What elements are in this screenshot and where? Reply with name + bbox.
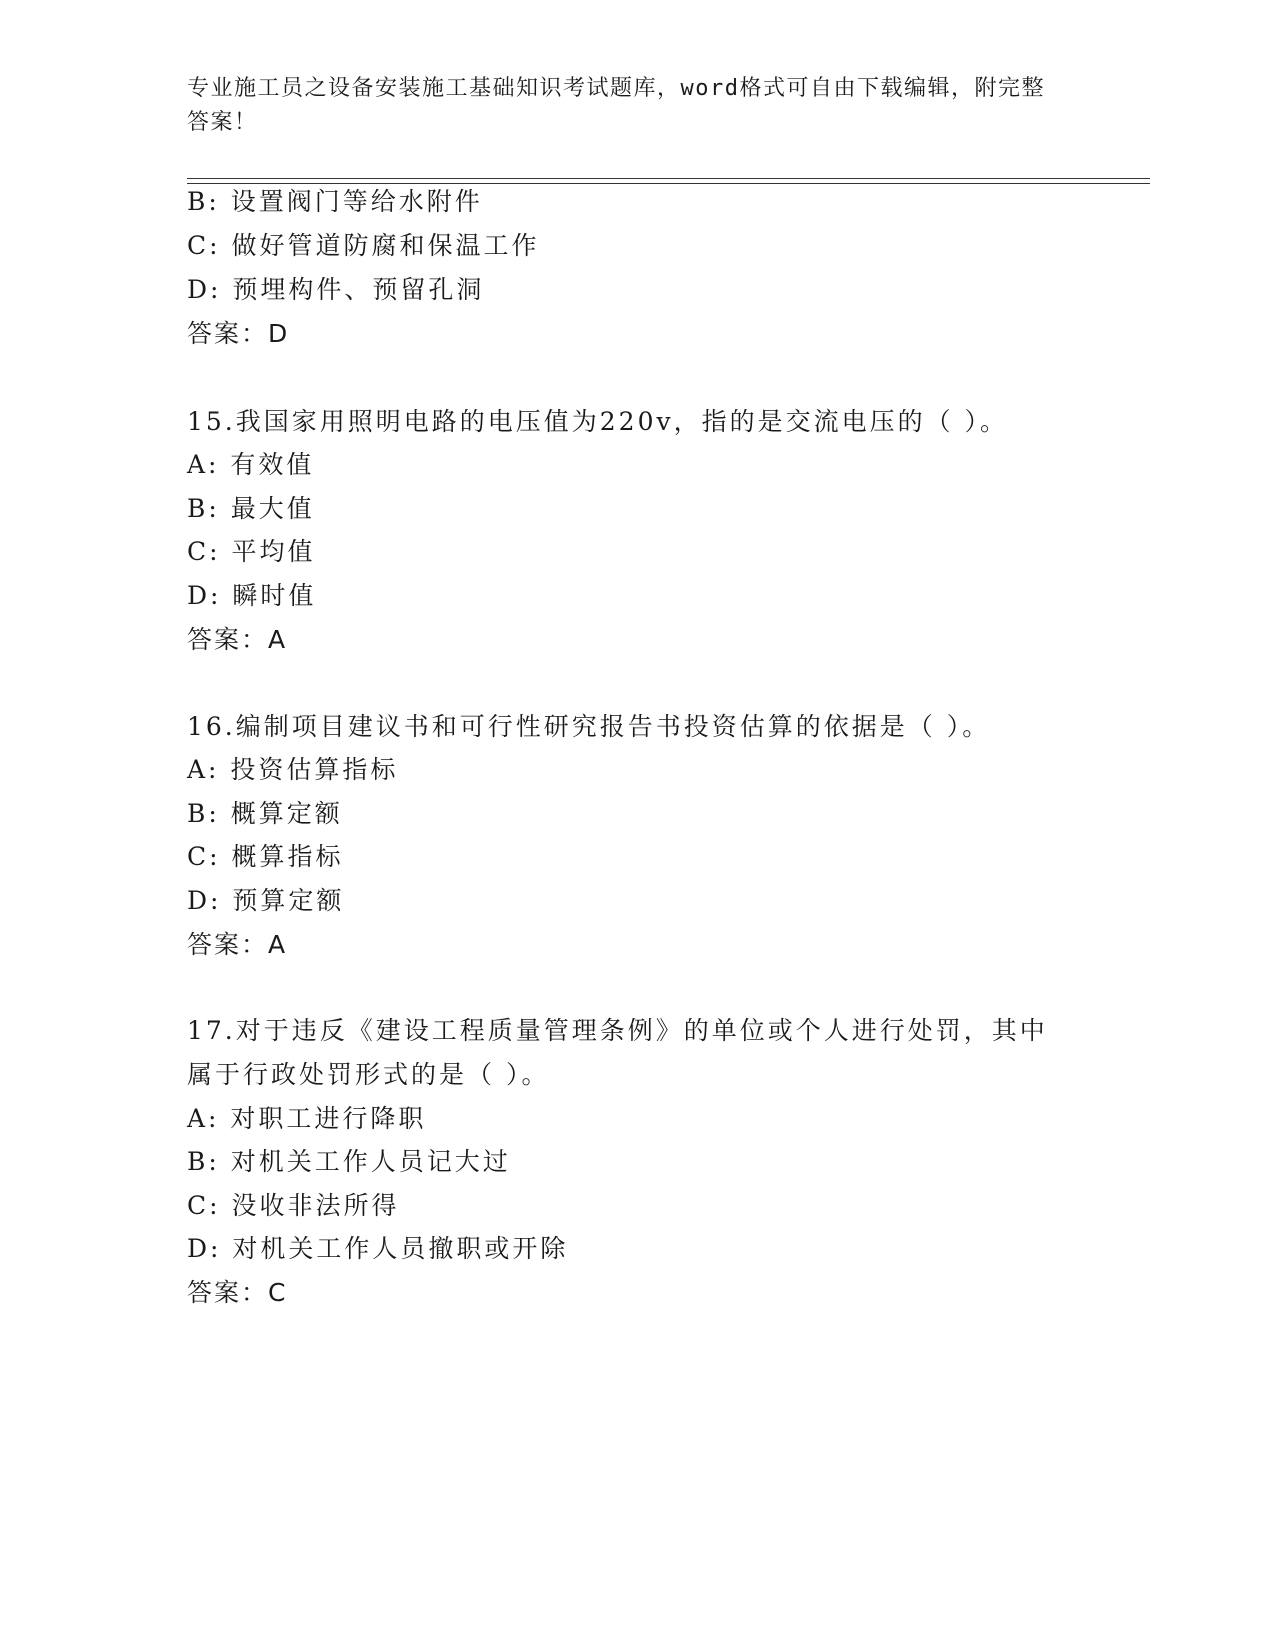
question-15: 15.我国家用照明电路的电压值为220v，指的是交流电压的（ ）。 xyxy=(187,407,1009,436)
option-a: A: 有效值 xyxy=(187,450,315,479)
document-header: 专业施工员之设备安装施工基础知识考试题库，word格式可自由下载编辑，附完整答案！ xyxy=(187,76,1045,135)
option-c: C: 做好管道防腐和保温工作 xyxy=(187,231,540,260)
option-d: D: 预埋构件、预留孔洞 xyxy=(187,275,485,304)
option-c: C: 平均值 xyxy=(187,537,316,566)
option-b: B: 设置阀门等给水附件 xyxy=(187,187,483,216)
option-d: D: 对机关工作人员撤职或开除 xyxy=(187,1234,569,1263)
option-c: C: 概算指标 xyxy=(187,842,344,871)
option-b: B: 对机关工作人员记大过 xyxy=(187,1147,511,1176)
answer-15: 答案：A xyxy=(187,625,288,654)
question-17: 17.对于违反《建设工程质量管理条例》的单位或个人进行处罚，其中 xyxy=(187,1016,1048,1045)
answer-16: 答案：A xyxy=(187,930,288,959)
question-16: 16.编制项目建议书和可行性研究报告书投资估算的依据是（ ）。 xyxy=(187,712,991,741)
option-b: B: 最大值 xyxy=(187,494,315,523)
option-c: C: 没收非法所得 xyxy=(187,1191,400,1220)
option-a: A: 对职工进行降职 xyxy=(187,1104,427,1133)
header-divider-top xyxy=(187,178,1150,179)
option-a: A: 投资估算指标 xyxy=(187,755,399,784)
answer-14: 答案：D xyxy=(187,319,290,348)
option-d: D: 预算定额 xyxy=(187,886,345,915)
option-b: B: 概算定额 xyxy=(187,799,343,828)
header-divider-bottom xyxy=(187,183,1150,184)
answer-17: 答案：C xyxy=(187,1278,288,1307)
question-17-continued: 属于行政处罚形式的是（ ）。 xyxy=(187,1060,550,1089)
option-d: D: 瞬时值 xyxy=(187,581,317,610)
